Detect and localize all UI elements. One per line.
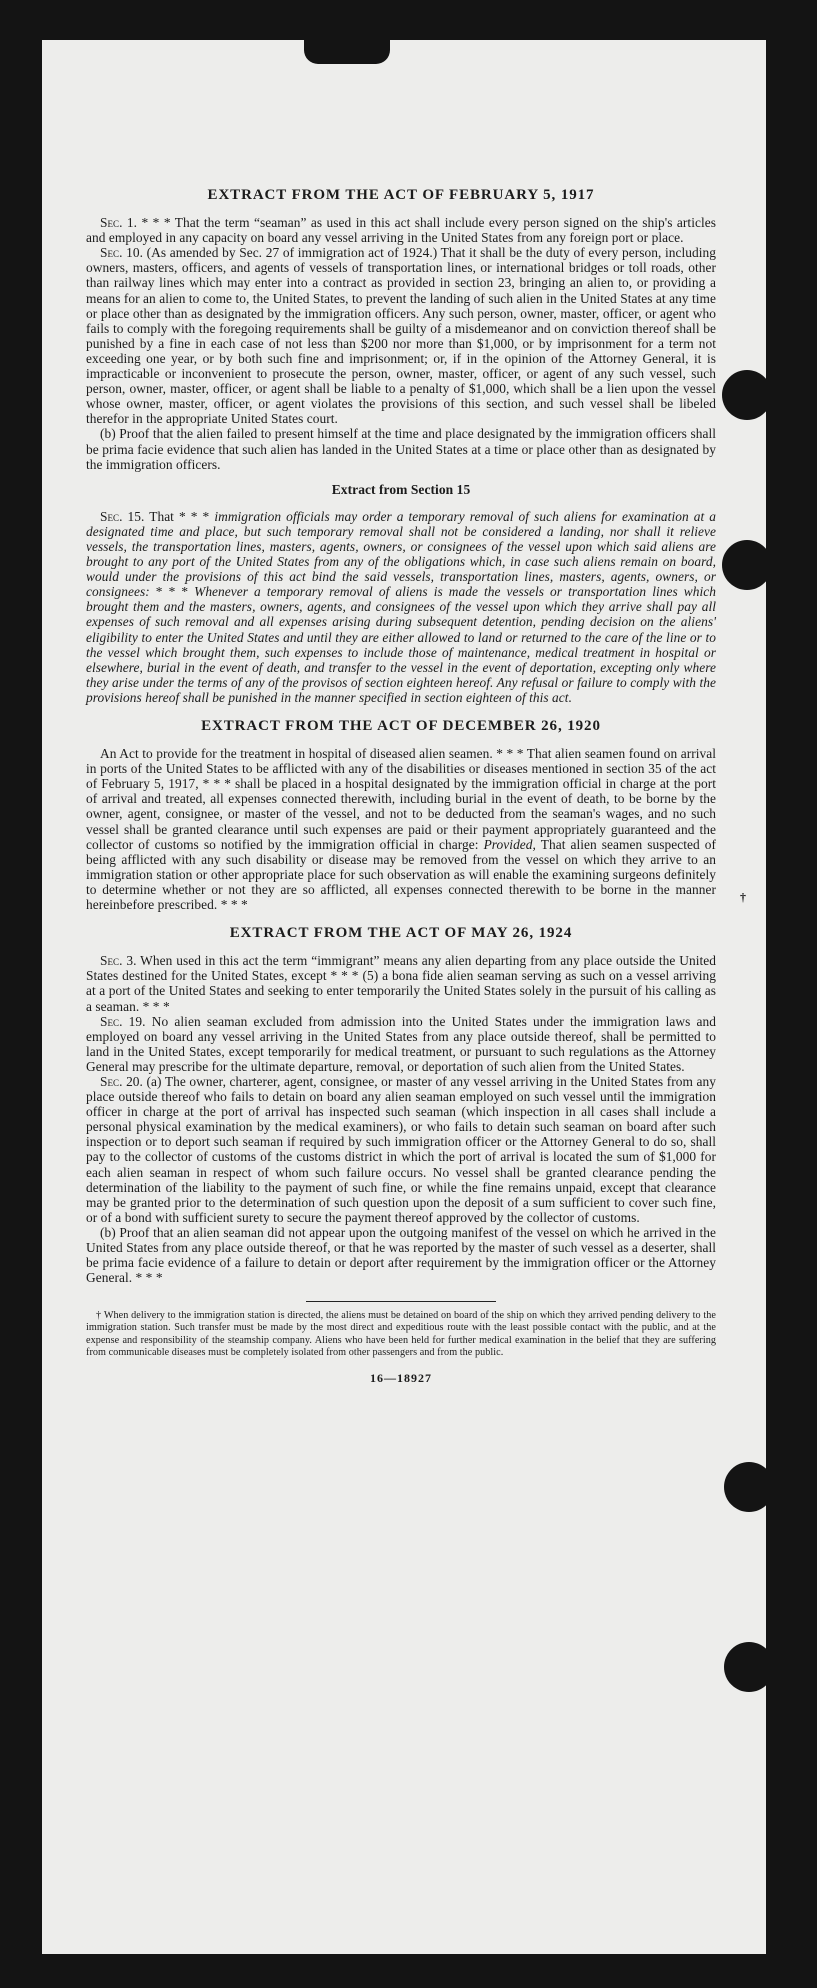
- ellipsis-stars: * * *: [142, 998, 170, 1014]
- ellipsis-stars: * * *: [496, 746, 524, 762]
- paragraph-sec-10b: (b) Proof that the alien failed to present himself at the time and place designated by the immigration officers shall be prima facie evidence that such alien has landed in the United States at a time or place other than as designated by the immigration officers.: [86, 426, 716, 472]
- ellipsis-stars: * * *: [179, 508, 210, 524]
- ellipsis-stars: * * *: [220, 897, 248, 913]
- margin-dagger: †: [740, 890, 746, 904]
- paragraph-sec-19: [86, 1014, 716, 1074]
- document-body: [86, 188, 716, 1386]
- provided-word: Provided,: [483, 836, 536, 852]
- lead-word: That: [149, 508, 174, 524]
- section-text: That the term “seaman” as used in this act shall include every person signed on the ship's articles and employed in any capacity on board any vessel arriving in the United States from any foreign port or place.: [86, 215, 716, 246]
- paragraph-sec-3: [86, 953, 716, 1013]
- heading-act-1924: EXTRACT FROM THE ACT OF MAY 26, 1924: [229, 925, 573, 942]
- footnote: [86, 1310, 716, 1359]
- section-text: (5) a bona fide alien seaman serving as such on a vessel arriving at a port of the United States and seeking to enter temporarily the United States solely in the pursuit of his calling as a seaman.: [86, 968, 717, 1014]
- section-text: (As amended by Sec. 27 of immigration act of 1924.) That it shall be the duty of every person, including owners, masters, officers, and agents of vessels of transportation lines, or international bridges or toll roads, other than railway lines which may enter into a contract as provided in section 23, bringing an alien to, or providing a means for an alien to come to, the United States, to prevent the landing of such alien in the United States at any time or place other than as designated by the immigration officers. Any such person, owner, master, officer, or agent who fails to comply with the foregoing requirements shall be guilty of a misdemeanor and on conviction thereof shall be punished by a fine in each case of not less than $200 nor more than $1,000, or by imprisonment for a term not exceeding one year, or by both such fine and imprisonment; or, if in the opinion of the Attorney General, it is impracticable or inconvenient to prosecute the person, owner, master, officer, or agent of any such vessel, such person, owner, master, officer, or agent shall be liable to a penalty of $1,000, which shall be a lien upon the vessel whose owner, master, officer, or agent violates the provisions of this section, and such vessel shall be libeled therefor in the appropriate United States court.: [86, 245, 717, 427]
- section-text: Whenever a temporary removal of aliens is made the vessels or transportation lines which brought them and the masters, owners, agents, and consignees of the vessel upon which they arrive shall pay all expenses of such removal and all expenses arising during subsequent detention, pending decision on the aliens' eligibility to enter the United States and until they are either allowed to land or returned to the care of the line or to the vessel which brought them, such expenses to include those of maintenance, medical treatment in hospital or elsewhere, burial in the event of death, and transfer to the vessel in the event of deportation, excepting only where they arise under the terms of any of the provisos of section eighteen hereof. Any refusal or failure to comply with the provisions hereof shall be punished in the manner specified in section eighteen of this act.: [86, 584, 716, 705]
- section-text: (a) The owner, charterer, agent, consignee, or master of any vessel arriving in the United States from any place outside thereof who fails to detain on board any alien seaman employed on such vessel until the immigration officer in charge at the port of arrival has inspected such seaman (which inspection in all cases shall include a personal physical examination by the medical examiners), or who fails to detain such seaman on board after such inspection or to deport such seaman if required by such immigration officer or the Attorney General to do so, shall pay to the collector of customs of the customs district in which the port of arrival is located the sum of $1,000 for each alien seaman in respect of whom such failure occurs. No vessel shall be granted clearance pending the determination of the liability to the payment of such fine, or while the fine remains unpaid, except that clearance may be granted prior to the determination of such question upon the deposit of a sum sufficient to cover such fine, or of a bond with sufficient surety to secure the payment thereof approved by the collector of customs.: [86, 1073, 716, 1225]
- section-text: (b) Proof that an alien seaman did not appear upon the outgoing manifest of the vessel on which he arrived in the United States from any place outside thereof, or that he was reported by the master of such vessel as a deserter, shall be prima facie evidence of a failure to detain or deport after requirement by the immigration officer or the Attorney General.: [86, 1224, 716, 1286]
- section-text: That alien seamen found on arrival in ports of the United States to be afflicted with any of the disabilities or diseases mentioned in section 35 of the act of February 5, 1917,: [86, 746, 717, 792]
- heading-act-1917: EXTRACT FROM THE ACT OF FEBRUARY 5, 1917: [207, 187, 595, 203]
- section-label: Sec. 1.: [100, 215, 138, 231]
- paragraph-sec-20: [86, 1074, 716, 1225]
- section-text: immigration officials may order a temporary removal of such aliens for examination at a designated time and place, but such temporary removal shall not be considered a landing, nor shall it relieve vessels, the transportation lines, masters, agents, owners, or consignees of the vessel upon which said aliens are brought to any port of the United States from any of the obligations which, in case such aliens remain on board, would under the provisions of this act bind the said vessels, transportation lines, masters, agents, owners, or consignees:: [86, 508, 717, 600]
- punch-hole: [722, 370, 766, 420]
- section-label: Sec. 19.: [100, 1013, 146, 1029]
- top-notch: [304, 40, 390, 64]
- section-text: When used in this act the term “immigrant” means any alien departing from any place outside the United States destined for the United States, except: [86, 953, 716, 984]
- punch-hole: [724, 1642, 766, 1692]
- footnote-dagger: †: [96, 1310, 102, 1322]
- paragraph-sec-10: [86, 245, 716, 426]
- section-label: Sec. 10.: [100, 245, 144, 261]
- section-label: Sec. 15.: [100, 508, 145, 524]
- ellipsis-stars: * * *: [330, 968, 359, 984]
- act-intro: An Act to provide for the treatment in hospital of diseased alien seamen.: [100, 746, 493, 762]
- footnote-divider: [306, 1301, 496, 1302]
- ellipsis-stars: * * *: [141, 215, 171, 231]
- ellipsis-stars: * * *: [202, 776, 231, 792]
- section-text: That alien seamen suspected of being afflicted with any such disability or disease may be removed from the vessel on which they arrive to an immigration station or other appropriate place for such observation as will enable the examining surgeons definitely to determine whether or not they are so afflicted, all expenses connected therewith to be borne in the manner hereinbefore prescribed.: [86, 836, 717, 913]
- paragraph-sec-20b: [86, 1225, 716, 1285]
- ellipsis-stars: * * *: [135, 1270, 163, 1286]
- form-code: 16—18927: [370, 1371, 432, 1386]
- footnote-text: When delivery to the immigration station is directed, the aliens must be detained on board of the ship on which they arrived pending delivery to the immigration station. Such transfer must be made by the most direct and expeditious route with the least possible contact with the public, and at the expense and responsibility of the steamship company. Aliens who have been held for further medical examination in the belief that they are suffering from communicable diseases must be completely isolated from other passengers and from the public.: [86, 1310, 716, 1358]
- paragraph-sec-1: [86, 215, 716, 245]
- document-page: [42, 40, 766, 1954]
- heading-act-1920: EXTRACT FROM THE ACT OF DECEMBER 26, 1920: [201, 718, 601, 734]
- section-text: No alien seaman excluded from admission into the United States under the immigration laws and employed on board any vessel arriving in the United States from any place outside thereof, shall be permitted to land in the United States, except temporarily for medical treatment, or pursuant to such regulations as the Attorney General may prescribe for the ultimate departure, removal, or deportation of such alien from the United States.: [86, 1013, 717, 1074]
- heading-section-15: Extract from Section 15: [331, 481, 471, 497]
- section-text: shall be placed in a hospital designated by the immigration official in charge at the port of arrival and treated, all expenses connected therewith, including burial in the event of death, to be borne by the owner, agent, consignee, or master of the vessel, and not to be deducted from the seaman's wages, and no such vessel shall be granted clearance until such expenses are paid or their payment appropriately guaranteed and the collector of customs so notified by the immigration official in charge:: [86, 776, 717, 852]
- section-label: Sec. 20.: [100, 1073, 143, 1089]
- punch-hole: [724, 1462, 766, 1512]
- ellipsis-stars: * * *: [155, 584, 189, 600]
- paragraph-sec-15: [86, 509, 716, 705]
- punch-hole: [722, 540, 766, 590]
- section-label: Sec. 3.: [100, 953, 137, 969]
- paragraph-act-1920: [86, 746, 716, 912]
